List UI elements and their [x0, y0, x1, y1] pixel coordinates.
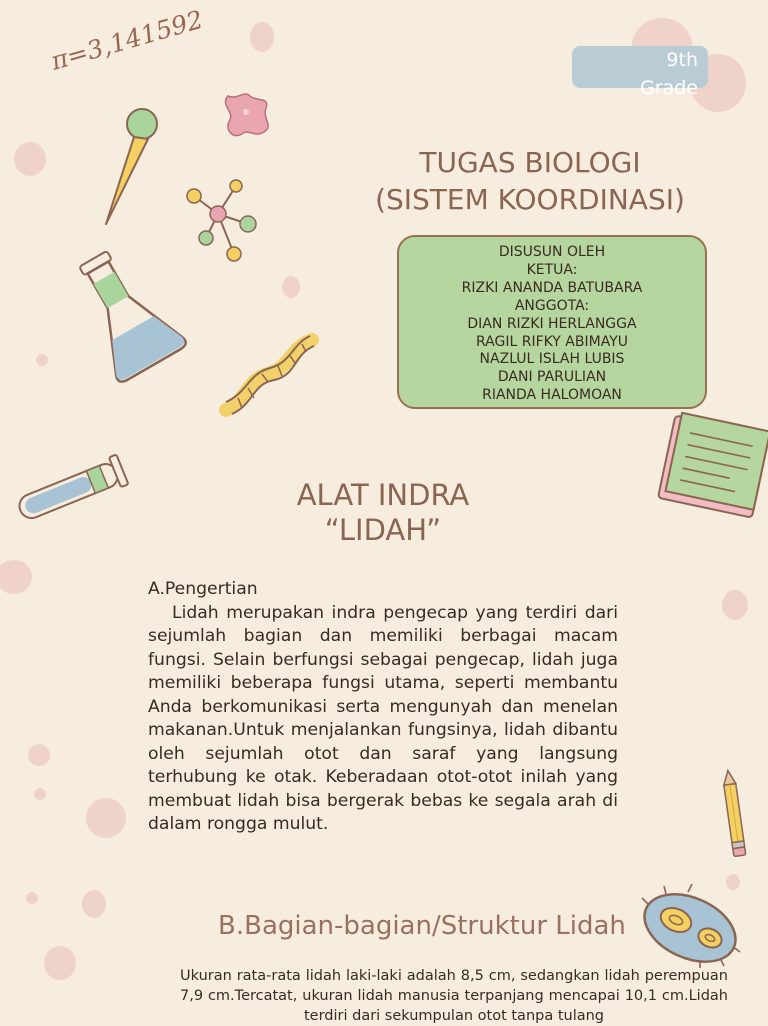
title-line: TUGAS BIOLOGI — [419, 146, 641, 179]
decor-blob — [36, 354, 48, 366]
subheading: A.Pengertian — [148, 579, 258, 599]
credits-line: NAZLUL ISLAH LUBIS — [479, 351, 625, 368]
slide-definition — [0, 434, 768, 866]
decor-blob — [722, 590, 748, 620]
decor-blob — [282, 276, 300, 298]
test-tube-icon — [8, 454, 134, 524]
flask-icon — [66, 244, 186, 389]
credits-line: RIZKI ANANDA BATUBARA — [461, 279, 643, 296]
title-line: “LIDAH” — [324, 513, 442, 547]
grade-badge: 9th Grade — [572, 46, 708, 88]
slide-title — [0, 0, 768, 432]
credits-line: KETUA: — [526, 261, 578, 278]
dna-icon — [218, 330, 318, 420]
decor-blob — [26, 892, 38, 904]
title-line: ALAT INDRA — [296, 478, 470, 512]
bacteria-icon — [636, 886, 746, 968]
decor-blob — [14, 142, 46, 176]
decor-blob — [82, 890, 106, 918]
decor-blob — [34, 788, 46, 800]
structure-text: Ukuran rata-rata lidah laki-laki adalah 8,5 cm, sedangkan lidah perempuan 7,9 cm.Tercatat, ukuran lidah manusia terpanjang mencapai 10,1 cm.Lidah terdiri dari sekumpulan otot tanpa tulang — [180, 968, 728, 1024]
notebook-icon — [650, 434, 768, 530]
decor-blob — [28, 744, 50, 766]
credits-line: RAGIL RIFKY ABIMAYU — [476, 333, 628, 350]
credits-line: DISUSUN OLEH — [498, 244, 606, 260]
credits-panel — [397, 235, 707, 409]
page-title — [300, 144, 760, 218]
decor-blob — [250, 22, 274, 52]
credits-line: ANGGOTA: — [514, 297, 590, 314]
decor-blob — [86, 798, 126, 838]
definition-text — [148, 578, 618, 837]
decor-blob — [0, 560, 32, 594]
decor-blob — [44, 946, 76, 980]
title-line: (SISTEM KOORDINASI) — [375, 183, 685, 216]
section-title — [220, 478, 546, 548]
dropper-icon — [96, 104, 166, 234]
pencil-icon — [718, 768, 752, 860]
paragraph: Lidah merupakan indra pengecap yang terdiri dari sejumlah bagian dan memiliki berbagai macam fungsi. Selain berfungsi sebagai pengecap, lidah juga memiliki beberapa fungsi utama, seperti membantu Anda berkomunikasi serta mengunyah dan menelan makanan.Untuk menjalankan fungsinya, lidah dibantu oleh sejumlah otot dan saraf yang langsung terhubung ke otak. Keberadaan otot-otot inilah yang membuat lidah bisa bergerak bebas ke segala arah di dalam rongga mulut. — [148, 602, 618, 834]
credits-line: DIAN RIZKI HERLANGGA — [467, 315, 637, 332]
svg-text:π=3,141592: π=3,141592 — [47, 4, 207, 76]
section-heading: B.Bagian-bagian/Struktur Lidah — [218, 911, 626, 941]
credits-line: DANI PARULIAN — [497, 369, 607, 386]
credits-line: RIANDA HALOMOAN — [482, 387, 622, 404]
cell-icon — [218, 88, 280, 142]
slide-structure — [0, 868, 768, 1024]
pi-handwriting-icon — [47, 4, 207, 84]
molecule-icon — [180, 174, 262, 266]
